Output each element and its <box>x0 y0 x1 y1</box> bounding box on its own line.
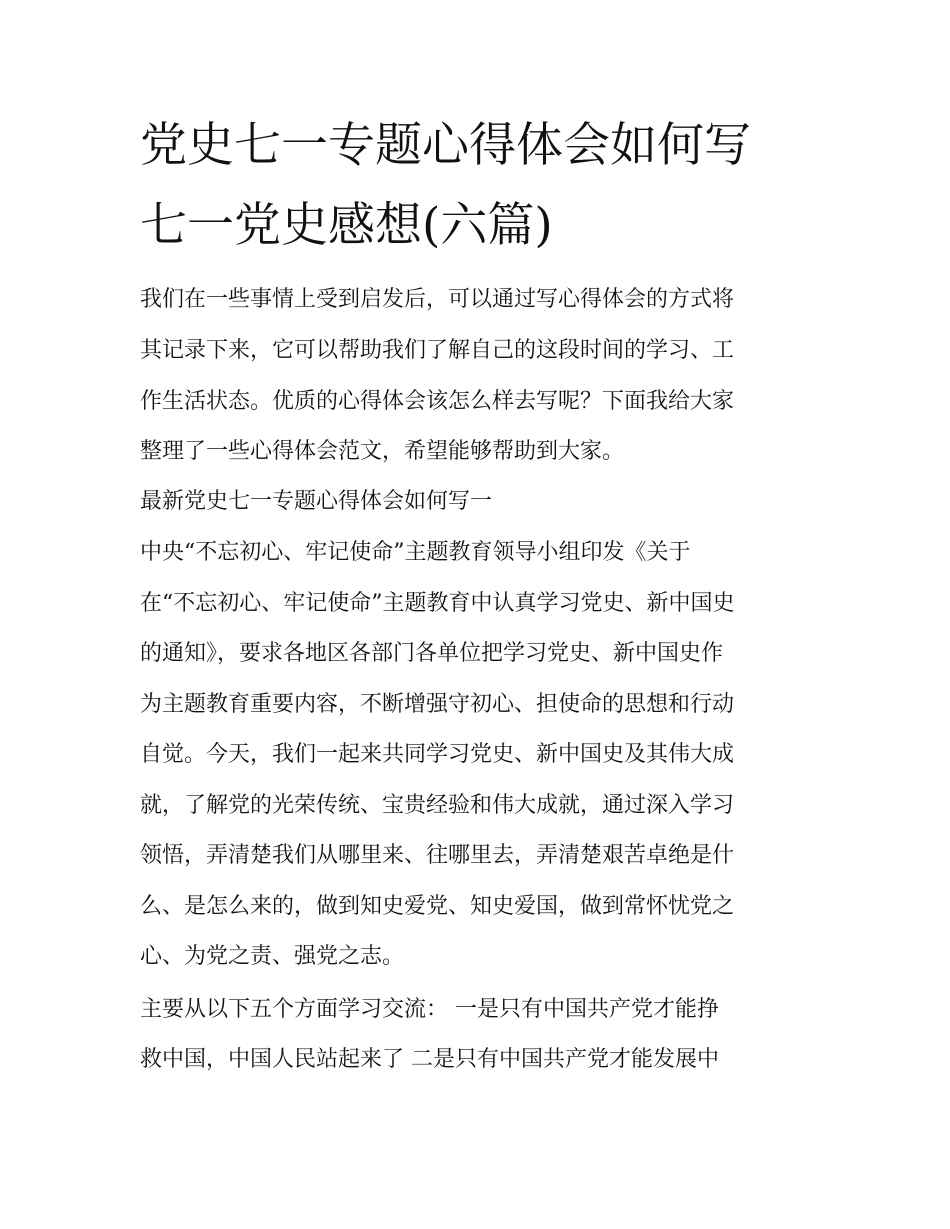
section-heading: 最新党史七一专题心得体会如何写一 <box>140 489 493 514</box>
paragraph-line: 整理了一些心得体会范文，希望能够帮助到大家。 <box>140 439 625 464</box>
paragraph-line: 为主题教育重要内容，不断增强守初心、担使命的思想和行动 <box>140 692 735 717</box>
paragraph-line: 么、是怎么来的，做到知史爱党、知史爱国，做到常怀忧党之 <box>140 894 735 919</box>
paragraph-line: 的通知》，要求各地区各部门各单位把学习党史、新中国史作 <box>140 641 724 666</box>
paragraph-line: 主要从以下五个方面学习交流： 一是只有中国共产党才能挣 <box>140 997 719 1022</box>
paragraph-line: 就，了解党的光荣传统、宝贵经验和伟大成就，通过深入学习 <box>140 793 735 818</box>
paragraph-line: 心、为党之责、强党之志。 <box>140 944 405 969</box>
paragraph-line: 我们在一些事情上受到启发后，可以通过写心得体会的方式将 <box>140 287 735 312</box>
paragraph-line: 领悟，弄清楚我们从哪里来、往哪里去，弄清楚艰苦卓绝是什 <box>140 843 735 868</box>
paragraph-line: 在“不忘初心、牢记使命”主题教育中认真学习党史、新中国史 <box>140 591 735 616</box>
document-title-line-2: 七一党史感想(六篇) <box>140 198 553 253</box>
paragraph-line: 救中国，中国人民站起来了 二是只有中国共产党才能发展中 <box>140 1047 719 1072</box>
paragraph-line: 作生活状态。优质的心得体会该怎么样去写呢？下面我给大家 <box>140 389 735 414</box>
paragraph-line: 自觉。今天，我们一起来共同学习党史、新中国史及其伟大成 <box>140 742 735 767</box>
paragraph-line: 其记录下来，它可以帮助我们了解自己的这段时间的学习、工 <box>140 338 735 363</box>
paragraph-line: 中央“不忘初心、牢记使命”主题教育领导小组印发《关于 <box>140 540 691 565</box>
document-title-line-1: 党史七一专题心得体会如何写 <box>140 118 751 173</box>
